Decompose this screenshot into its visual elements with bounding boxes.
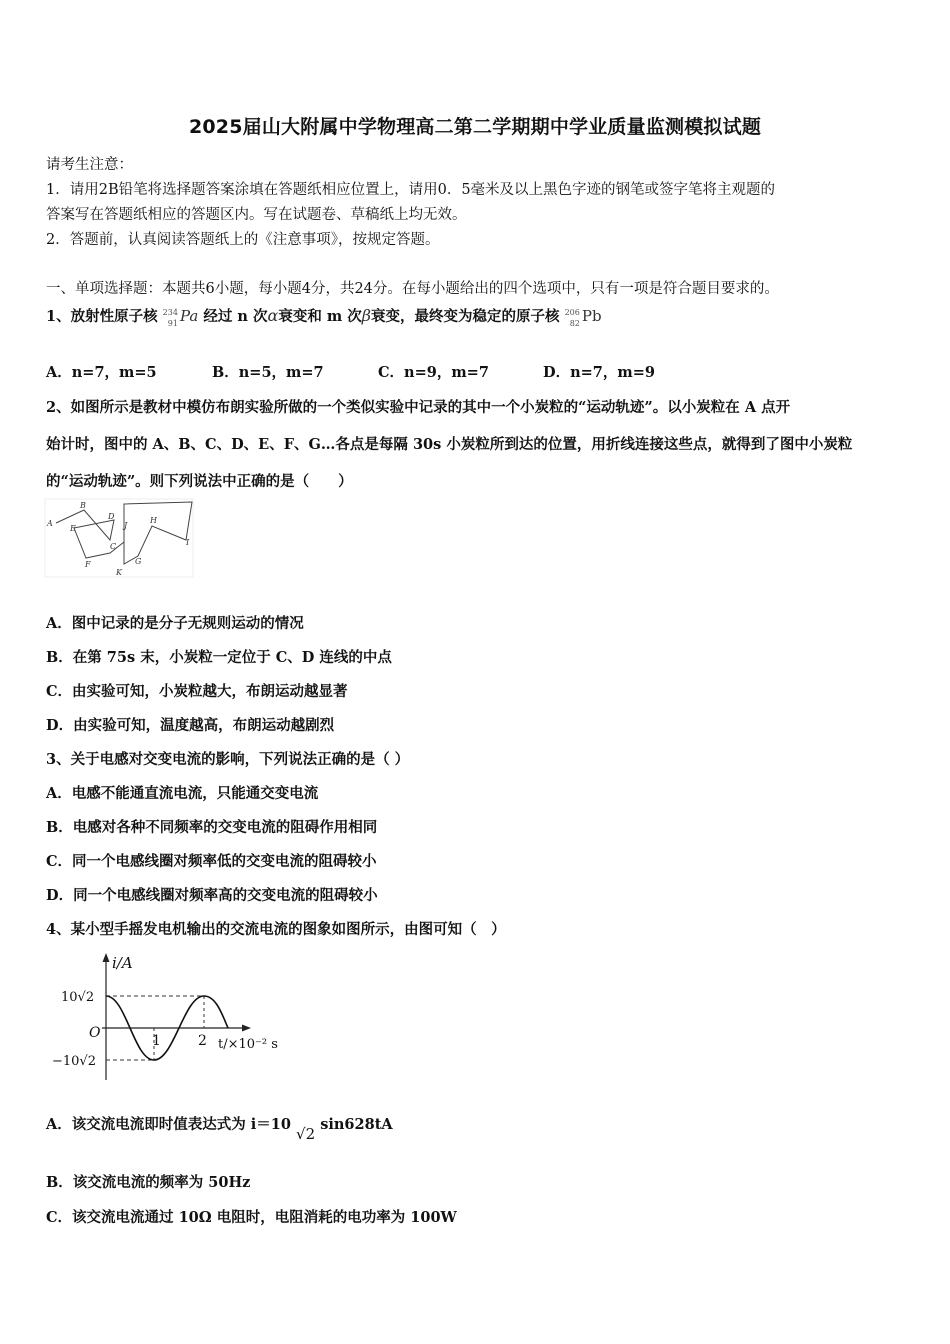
q3-option-b: B．电感对各种不同频率的交变电流的阻碍作用相同	[46, 819, 378, 836]
pb-mass-number: 206	[564, 308, 580, 317]
notice-line-2: 答案写在答题纸相应的答题区内。写在试题卷、草稿纸上均无效。	[46, 207, 467, 223]
point-label-k: K	[116, 568, 122, 577]
point-label-b: B	[80, 501, 86, 510]
q2-option-a: A．图中记录的是分子无规则运动的情况	[46, 615, 304, 632]
point-label-e: E	[70, 524, 76, 533]
point-label-a: A	[47, 519, 53, 528]
point-label-i: I	[186, 538, 190, 547]
y-min-label: −10√2	[52, 1054, 96, 1069]
point-label-d: D	[108, 512, 115, 521]
page-title: 2025届山大附属中学物理高二第二学期期中学业质量监测模拟试题	[188, 116, 762, 138]
q1-option-a: A．n=7，m=5	[46, 364, 157, 381]
notice-line-1: 1．请用2B铅笔将选择题答案涂填在答题纸相应位置上，请用0．5毫米及以上黑色字迹的钢笔或签字笔将主观题的	[46, 182, 776, 198]
tick1-label: 1	[152, 1033, 161, 1049]
point-label-h: H	[150, 516, 157, 525]
q1-mid2: 衰变和 m 次	[278, 308, 362, 325]
q3-option-d: D．同一个电感线圈对频率高的交变电流的阻碍较小	[46, 887, 378, 904]
pb-nuclide-numbers	[565, 306, 580, 328]
q3-option-c: C．同一个电感线圈对频率低的交变电流的阻碍较小	[46, 853, 377, 870]
q4-option-a-prefix: A．该交流电流即时值表达式为 i＝10	[46, 1116, 291, 1133]
q4-option-c: C．该交流电流通过 10Ω 电阻时，电阻消耗的电功率为 100W	[46, 1209, 457, 1226]
y-max-label: 10√2	[61, 990, 95, 1005]
x-axis-label: t/×10⁻² s	[218, 1037, 278, 1052]
q1-mid1: 经过 n 次	[203, 308, 268, 325]
q2-stem-line-3: 的“运动轨迹”。则下列说法中正确的是（ ）	[46, 473, 353, 490]
q3-option-a: A．电感不能通直流电流，只能通交变电流	[46, 785, 319, 802]
q1-mid3: 衰变，最终变为稳定的原子核	[371, 308, 560, 325]
point-label-g: G	[135, 557, 142, 566]
brownian-trajectory-figure	[44, 498, 194, 578]
pa-mass-number: 234	[162, 308, 178, 317]
q1-prefix: 1、放射性原子核	[46, 308, 158, 325]
section-heading: 一、单项选择题：本题共6小题，每小题4分，共24分。在每小题给出的四个选项中，只有一项是符合题目要求的。	[46, 281, 779, 297]
pa-nuclide-numbers	[163, 306, 178, 328]
q4-stem: 4、某小型手摇发电机输出的交流电流的图象如图所示，由图可知（ ）	[46, 921, 506, 938]
q2-option-d: D．由实验可知，温度越高，布朗运动越剧烈	[46, 717, 335, 734]
alpha-symbol: α	[267, 306, 279, 325]
q1-option-b: B．n=5，m=7	[212, 364, 324, 381]
point-label-f: F	[85, 560, 91, 569]
q4-option-a-suffix: sin628tA	[320, 1116, 393, 1133]
pb-symbol: Pb	[581, 307, 602, 325]
q1-option-c: C．n=9，m=7	[378, 364, 489, 381]
ac-current-graph	[46, 950, 296, 1085]
origin-label: O	[89, 1025, 101, 1041]
q2-stem-line-2: 始计时，图中的 A、B、C、D、E、F、G…各点是每隔 30s 小炭粒所到达的位置，用折线连接这些点，就得到了图中小炭粒	[46, 436, 853, 453]
q1-stem	[46, 305, 602, 328]
q1-options	[46, 361, 655, 382]
point-label-j: J	[124, 521, 128, 530]
x-axis-arrow	[242, 1025, 251, 1032]
notice-heading: 请考生注意：	[46, 157, 133, 173]
tick2-label: 2	[198, 1033, 207, 1049]
q2-option-c: C．由实验可知，小炭粒越大，布朗运动越显著	[46, 683, 348, 700]
q3-stem: 3、关于电感对交变电流的影响，下列说法正确的是（ ）	[46, 751, 410, 768]
sqrt-two-symbol: √2	[296, 1125, 316, 1143]
q4-option-b: B．该交流电流的频率为 50Hz	[46, 1174, 251, 1191]
q2-option-b: B．在第 75s 末，小炭粒一定位于 C、D 连线的中点	[46, 649, 392, 666]
beta-symbol: β	[361, 306, 372, 325]
notice-line-3: 2．答题前，认真阅读答题纸上的《注意事项》，按规定答题。	[46, 232, 440, 248]
q4-option-a	[46, 1113, 393, 1143]
pa-symbol: Pa	[179, 307, 199, 325]
y-axis-arrow	[103, 953, 110, 962]
y-axis-label: i/A	[112, 954, 133, 972]
q1-option-d: D．n=7，m=9	[543, 364, 655, 381]
pa-atomic-number: 91	[167, 319, 178, 328]
q2-stem-line-1: 2、如图所示是教材中模仿布朗实验所做的一个类似实验中记录的其中一个小炭粒的“运动轨迹”。以小炭粒在 A 点开	[46, 399, 791, 416]
point-label-c: C	[110, 542, 117, 551]
pb-atomic-number: 82	[569, 319, 580, 328]
